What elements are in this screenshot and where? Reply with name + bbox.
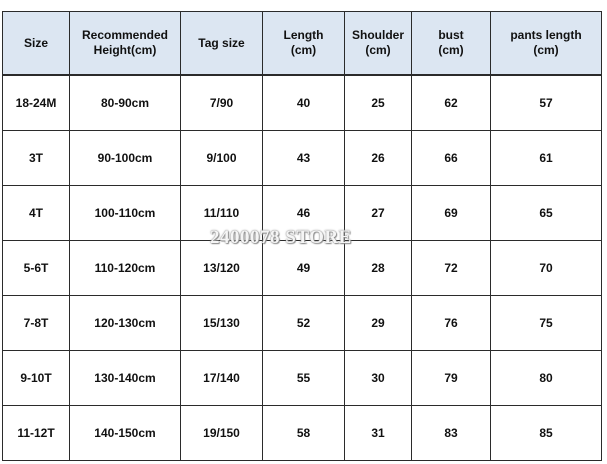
cell-bust: 66	[412, 131, 491, 186]
cell-shoulder: 26	[345, 131, 412, 186]
cell-tag-size: 7/90	[181, 75, 263, 131]
table-row	[3, 186, 602, 241]
header-shoulder-line1: Shoulder	[351, 28, 404, 42]
cell-recommended-height: 100-110cm	[70, 186, 181, 241]
cell-size: 4T	[3, 186, 70, 241]
header-recommended-height	[70, 12, 181, 76]
header-length-line1: Length	[283, 28, 324, 42]
cell-tag-size: 13/120	[181, 241, 263, 296]
header-pants-length-line2: (cm)	[533, 43, 559, 57]
cell-tag-size: 15/130	[181, 296, 263, 351]
cell-size: 5-6T	[3, 241, 70, 296]
cell-size: 3T	[3, 131, 70, 186]
cell-bust: 72	[412, 241, 491, 296]
header-shoulder-line2: (cm)	[365, 43, 391, 57]
cell-recommended-height: 80-90cm	[70, 75, 181, 131]
cell-bust: 79	[412, 351, 491, 406]
cell-pants-length: 85	[491, 406, 602, 461]
header-length-line2: (cm)	[290, 43, 317, 57]
cell-recommended-height: 140-150cm	[70, 406, 181, 461]
cell-pants-length: 61	[491, 131, 602, 186]
cell-bust: 62	[412, 75, 491, 131]
cell-length: 55	[263, 351, 345, 406]
header-bust-line1: bust	[438, 28, 464, 42]
table-row	[3, 296, 602, 351]
cell-tag-size: 11/110	[181, 186, 263, 241]
cell-length: 40	[263, 75, 345, 131]
cell-shoulder: 27	[345, 186, 412, 241]
header-shoulder	[345, 12, 412, 76]
header-length	[263, 12, 345, 76]
header-pants-length-line1: pants length	[510, 28, 582, 42]
cell-bust: 69	[412, 186, 491, 241]
cell-length: 52	[263, 296, 345, 351]
cell-pants-length: 70	[491, 241, 602, 296]
header-size	[3, 12, 70, 76]
header-recommended-height-line2: Height(cm)	[93, 43, 157, 57]
cell-recommended-height: 110-120cm	[70, 241, 181, 296]
cell-size: 11-12T	[3, 406, 70, 461]
cell-bust: 83	[412, 406, 491, 461]
header-size-label: Size	[23, 35, 48, 50]
cell-recommended-height: 120-130cm	[70, 296, 181, 351]
header-row	[3, 12, 602, 76]
cell-shoulder: 29	[345, 296, 412, 351]
cell-recommended-height: 130-140cm	[70, 351, 181, 406]
cell-size: 7-8T	[3, 296, 70, 351]
cell-pants-length: 57	[491, 75, 602, 131]
cell-size: 9-10T	[3, 351, 70, 406]
header-tag-size	[181, 12, 263, 76]
header-pants-length	[491, 12, 602, 76]
cell-tag-size: 19/150	[181, 406, 263, 461]
cell-pants-length: 80	[491, 351, 602, 406]
cell-length: 46	[263, 186, 345, 241]
cell-length: 58	[263, 406, 345, 461]
cell-shoulder: 28	[345, 241, 412, 296]
cell-size: 18-24M	[3, 75, 70, 131]
cell-recommended-height: 90-100cm	[70, 131, 181, 186]
size-chart-table	[2, 11, 602, 461]
header-recommended-height-line1: Recommended	[81, 28, 169, 42]
cell-pants-length: 65	[491, 186, 602, 241]
cell-bust: 76	[412, 296, 491, 351]
header-bust	[412, 12, 491, 76]
table-row	[3, 75, 602, 131]
cell-length: 43	[263, 131, 345, 186]
cell-shoulder: 31	[345, 406, 412, 461]
table-row	[3, 351, 602, 406]
table-row	[3, 406, 602, 461]
header-bust-line2: (cm)	[438, 43, 464, 57]
cell-shoulder: 25	[345, 75, 412, 131]
cell-tag-size: 17/140	[181, 351, 263, 406]
cell-tag-size: 9/100	[181, 131, 263, 186]
cell-pants-length: 75	[491, 296, 602, 351]
size-chart-header	[3, 12, 602, 76]
table-row	[3, 241, 602, 296]
cell-shoulder: 30	[345, 351, 412, 406]
store-watermark: 2400078 STORE	[210, 227, 352, 248]
size-chart-body	[3, 75, 602, 461]
table-row	[3, 131, 602, 186]
cell-length: 49	[263, 241, 345, 296]
header-tag-size-label: Tag size	[198, 35, 245, 50]
